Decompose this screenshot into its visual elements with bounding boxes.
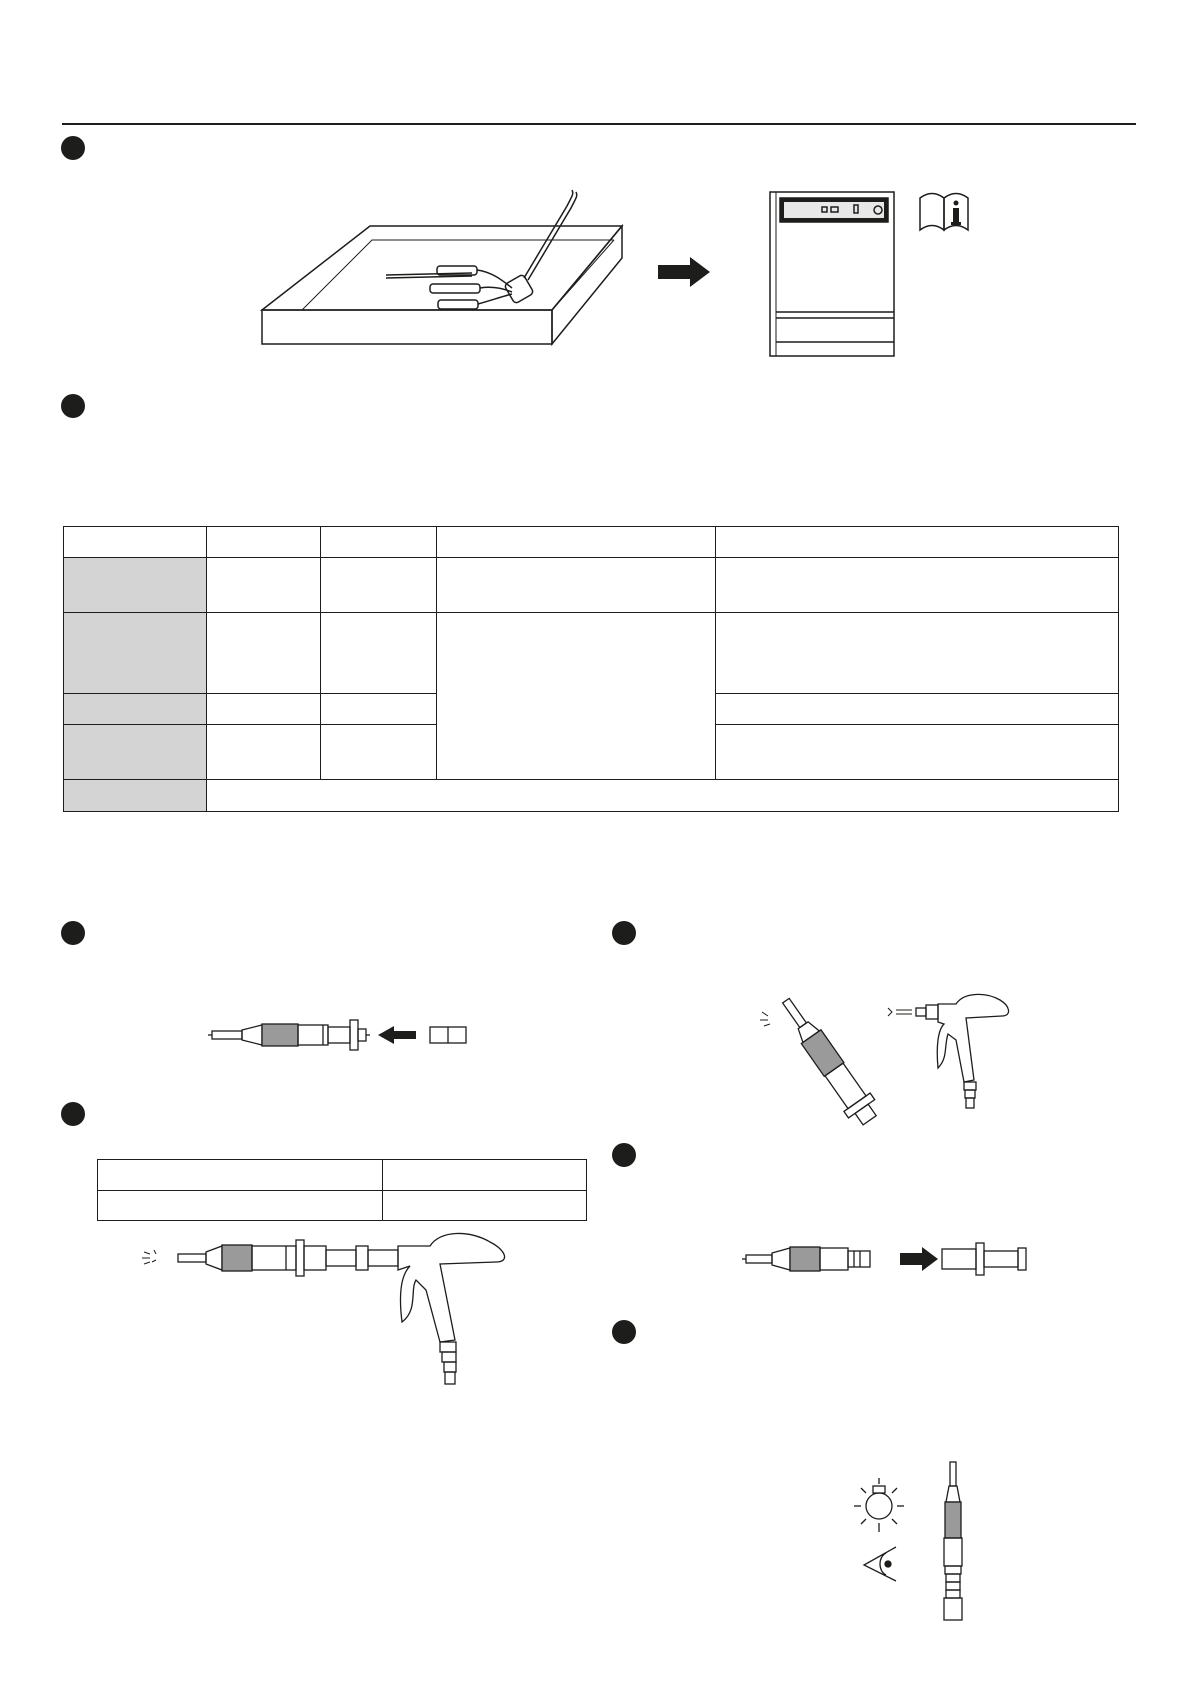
header-rule: [62, 123, 1136, 125]
table-cell: [207, 613, 321, 694]
table-cell: [98, 1160, 383, 1191]
table-cell: [207, 527, 321, 558]
table-row-header: [64, 725, 207, 780]
tray-illustration: [262, 188, 632, 348]
step-bullet-3: [61, 921, 85, 945]
info-manual-icon: [918, 192, 970, 232]
table-row-header: [64, 780, 207, 812]
table-cell: [437, 527, 716, 558]
step-bullet-6: [612, 1143, 636, 1167]
handpiece-reassembly-illustration: [742, 1239, 1042, 1279]
table-cell: [716, 613, 1119, 694]
table-cell: [321, 725, 437, 780]
table-cell: [716, 694, 1119, 725]
table-cell: [207, 558, 321, 613]
step-bullet-5: [612, 921, 636, 945]
step-bullet-1: [61, 136, 85, 160]
small-table: [97, 1159, 587, 1221]
step-bullet-7: [612, 1320, 636, 1344]
table-row-header: [64, 558, 207, 613]
step-bullet-2: [61, 394, 85, 418]
table-cell: [98, 1191, 383, 1221]
handpiece-inspection-illustration: [940, 1462, 966, 1622]
table-row-header: [64, 694, 207, 725]
handpiece-disassembly-illustration: [208, 1017, 478, 1053]
table-cell: [321, 694, 437, 725]
table-cell: [207, 694, 321, 725]
step-bullet-4: [61, 1102, 85, 1126]
table-cell-merged: [437, 613, 716, 780]
washer-disinfector-illustration: [768, 190, 898, 358]
table-cell: [437, 558, 716, 613]
table-cell: [207, 725, 321, 780]
table-cell: [716, 725, 1119, 780]
table-cell: [321, 613, 437, 694]
table-cell: [716, 527, 1119, 558]
light-bulb-icon: [852, 1476, 906, 1536]
right-arrow-icon: [658, 257, 710, 287]
table-cell: [383, 1191, 587, 1221]
table-cell: [383, 1160, 587, 1191]
table-row-header: [64, 613, 207, 694]
air-gun-flush-illustration: [140, 1230, 520, 1400]
table-cell-merged: [207, 780, 1119, 812]
table-cell: [716, 558, 1119, 613]
eye-icon: [862, 1545, 898, 1583]
main-table: [63, 526, 1119, 812]
table-cell: [321, 527, 437, 558]
table-cell: [64, 527, 207, 558]
table-cell: [321, 558, 437, 613]
handpiece-blowout-illustration: [760, 990, 1030, 1120]
